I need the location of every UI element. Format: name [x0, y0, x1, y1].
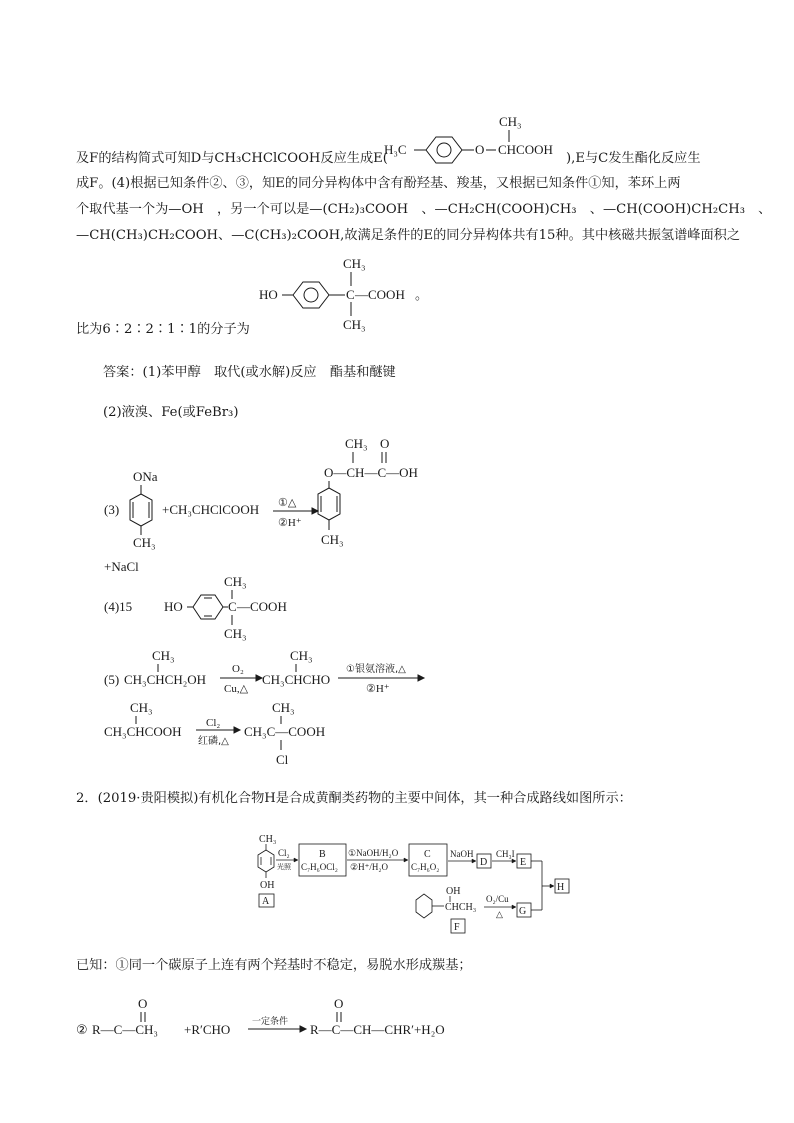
answer-1: 答案：(1)苯甲醇 取代(或水解)反应 酯基和醚键	[103, 365, 396, 380]
q-c: C	[346, 287, 355, 302]
a5-r3-ch3: CH₃	[130, 700, 153, 715]
route-c2-top: ①NaOH/H₂O	[348, 848, 399, 858]
para-line-1b: ),E与C发生酯化反应生	[566, 151, 701, 166]
route-a-label: A	[262, 896, 270, 907]
a3-num: (3)	[104, 502, 120, 517]
a3-ona: ONa	[133, 469, 158, 484]
route-d-label: D	[480, 857, 488, 868]
a4-num: (4)15	[104, 599, 133, 614]
route-c3-top: NaOH	[450, 849, 474, 859]
route-b-formula: C₇H₆OCl₂	[301, 862, 338, 872]
a4-c: C	[228, 599, 237, 614]
para-line-1a: 及F的结构简式可知D与CH₃CHClCOOH反应生成E(	[76, 151, 388, 166]
k2-left: R—C—CH₃	[92, 1022, 158, 1037]
a3-tail: +NaCl	[104, 559, 139, 574]
para-line-5: 比为6∶2∶2∶1∶1的分子为	[76, 322, 250, 337]
route-a-ch3: CH₃	[259, 834, 277, 845]
q-ho: HO	[259, 287, 278, 302]
known-1: 已知：①同一个碳原子上连有两个羟基时不稳定，易脱水形成羰基；	[76, 958, 472, 973]
a3-cond-top: ①△	[278, 497, 297, 509]
a3-p-o-carbonyl: O	[380, 436, 390, 451]
a3-cond-bot: ②H⁺	[278, 517, 302, 529]
e-chain: CHCOOH	[498, 142, 553, 157]
structure-E	[372, 110, 572, 170]
route-c1-top: Cl₂	[278, 848, 290, 858]
a5-r4-cl: Cl	[276, 752, 289, 767]
route-h-label: H	[557, 882, 565, 893]
a5-r1: CH₃CHCH₂OH	[124, 672, 207, 687]
para-line-2: 成F。(4)根据已知条件②、③，知E的同分异构体中含有酚羟基、羧基，又根据已知条件①知，苯环上两	[76, 176, 681, 191]
route-e-label: E	[520, 857, 527, 868]
a4-ch3-bot: CH₃	[224, 626, 247, 641]
e-ch3-top: CH₃	[499, 114, 522, 129]
q-cooh: —COOH	[355, 287, 405, 302]
answer-4-structure	[100, 570, 320, 650]
answer-3-equation	[100, 436, 440, 586]
k2-o1: O	[138, 996, 148, 1011]
a5-c1-bot: Cu,△	[224, 683, 249, 695]
a3-p-ch3: CH₃	[345, 436, 368, 451]
route-c4-top: CH₃I	[496, 849, 515, 859]
answer-2: (2)液溴、Fe(或FeBr₃)	[103, 405, 239, 420]
route-f-chain: CHCH₃	[445, 902, 477, 913]
synthesis-route-diagram	[250, 830, 580, 936]
a5-c3-top: Cl₂	[206, 717, 221, 729]
a5-r2-ch3: CH₃	[290, 648, 313, 663]
k2-num: ②	[76, 1023, 88, 1038]
para-line-4: —CH(CH₃)CH₂COOH、—C(CH₃)₂COOH,故满足条件的E的同分异构体共有15种。其中核磁共振氢谱峰面积之	[76, 228, 741, 243]
a4-ch3-top: CH₃	[224, 574, 247, 589]
a5-r3: CH₃CHCOOH	[104, 724, 182, 739]
route-a-oh: OH	[260, 880, 275, 891]
e-o: O	[475, 142, 485, 157]
a3-reagent: +CH₃CHClCOOH	[162, 502, 260, 517]
route-g-label: G	[519, 906, 527, 917]
k2-o2: O	[334, 996, 344, 1011]
k2-plus: +R′CHO	[184, 1022, 231, 1037]
route-b-label: B	[319, 849, 326, 860]
a5-c2-bot: ②H⁺	[366, 683, 390, 695]
q-ch3-top: CH₃	[343, 256, 366, 271]
a5-r4: CH₃C—COOH	[244, 724, 326, 739]
q-ch3-bot: CH₃	[343, 317, 366, 332]
a3-p-ch3-ring: CH₃	[321, 532, 344, 547]
a5-c2-top: ①银氨溶液,△	[346, 664, 406, 675]
a4-cooh: —COOH	[237, 599, 287, 614]
a5-c1-top: O₂	[232, 663, 244, 675]
a4-ho: HO	[164, 599, 183, 614]
route-c-formula: C₇H₆O₂	[411, 862, 440, 872]
route-c2-bot: ②H⁺/H₂O	[350, 862, 388, 872]
k2-cond: 一定条件	[252, 1017, 289, 1027]
a3-p-chain: O—CH—C—OH	[324, 465, 418, 480]
q-period: 。	[415, 287, 429, 302]
answer-5-route	[100, 644, 440, 774]
k2-right: R—C—CH—CHR′+H₂O	[310, 1022, 445, 1037]
e-h3c: H₃C	[384, 142, 407, 157]
known-2-equation	[74, 994, 474, 1044]
route-c5-top: O₂/Cu	[486, 894, 509, 904]
route-c1-bot: 光照	[277, 863, 291, 871]
a5-num: (5)	[104, 672, 120, 687]
route-c5-bot: △	[496, 909, 503, 919]
route-f-label: F	[454, 922, 460, 933]
a5-c3-bot: 红磷,△	[198, 736, 229, 747]
a5-r1-ch3: CH₃	[152, 648, 175, 663]
route-f-oh: OH	[446, 886, 461, 897]
question-2: 2．(2019·贵阳模拟)有机化合物H是合成黄酮类药物的主要中间体，其一种合成路线如图所示：	[76, 791, 632, 806]
a5-r2: CH₃CHCHO	[262, 672, 331, 687]
a3-ch3-a: CH₃	[133, 535, 156, 550]
route-c-label: C	[424, 849, 431, 860]
para-line-3: 个取代基一个为—OH ，另一个可以是—(CH₂)₃COOH 、—CH₂CH(COOH)CH₃ 、—CH(COOH)CH₂CH₃ 、	[76, 202, 772, 217]
structure-answer-isomer	[255, 252, 435, 336]
a5-r4-ch3: CH₃	[272, 700, 295, 715]
